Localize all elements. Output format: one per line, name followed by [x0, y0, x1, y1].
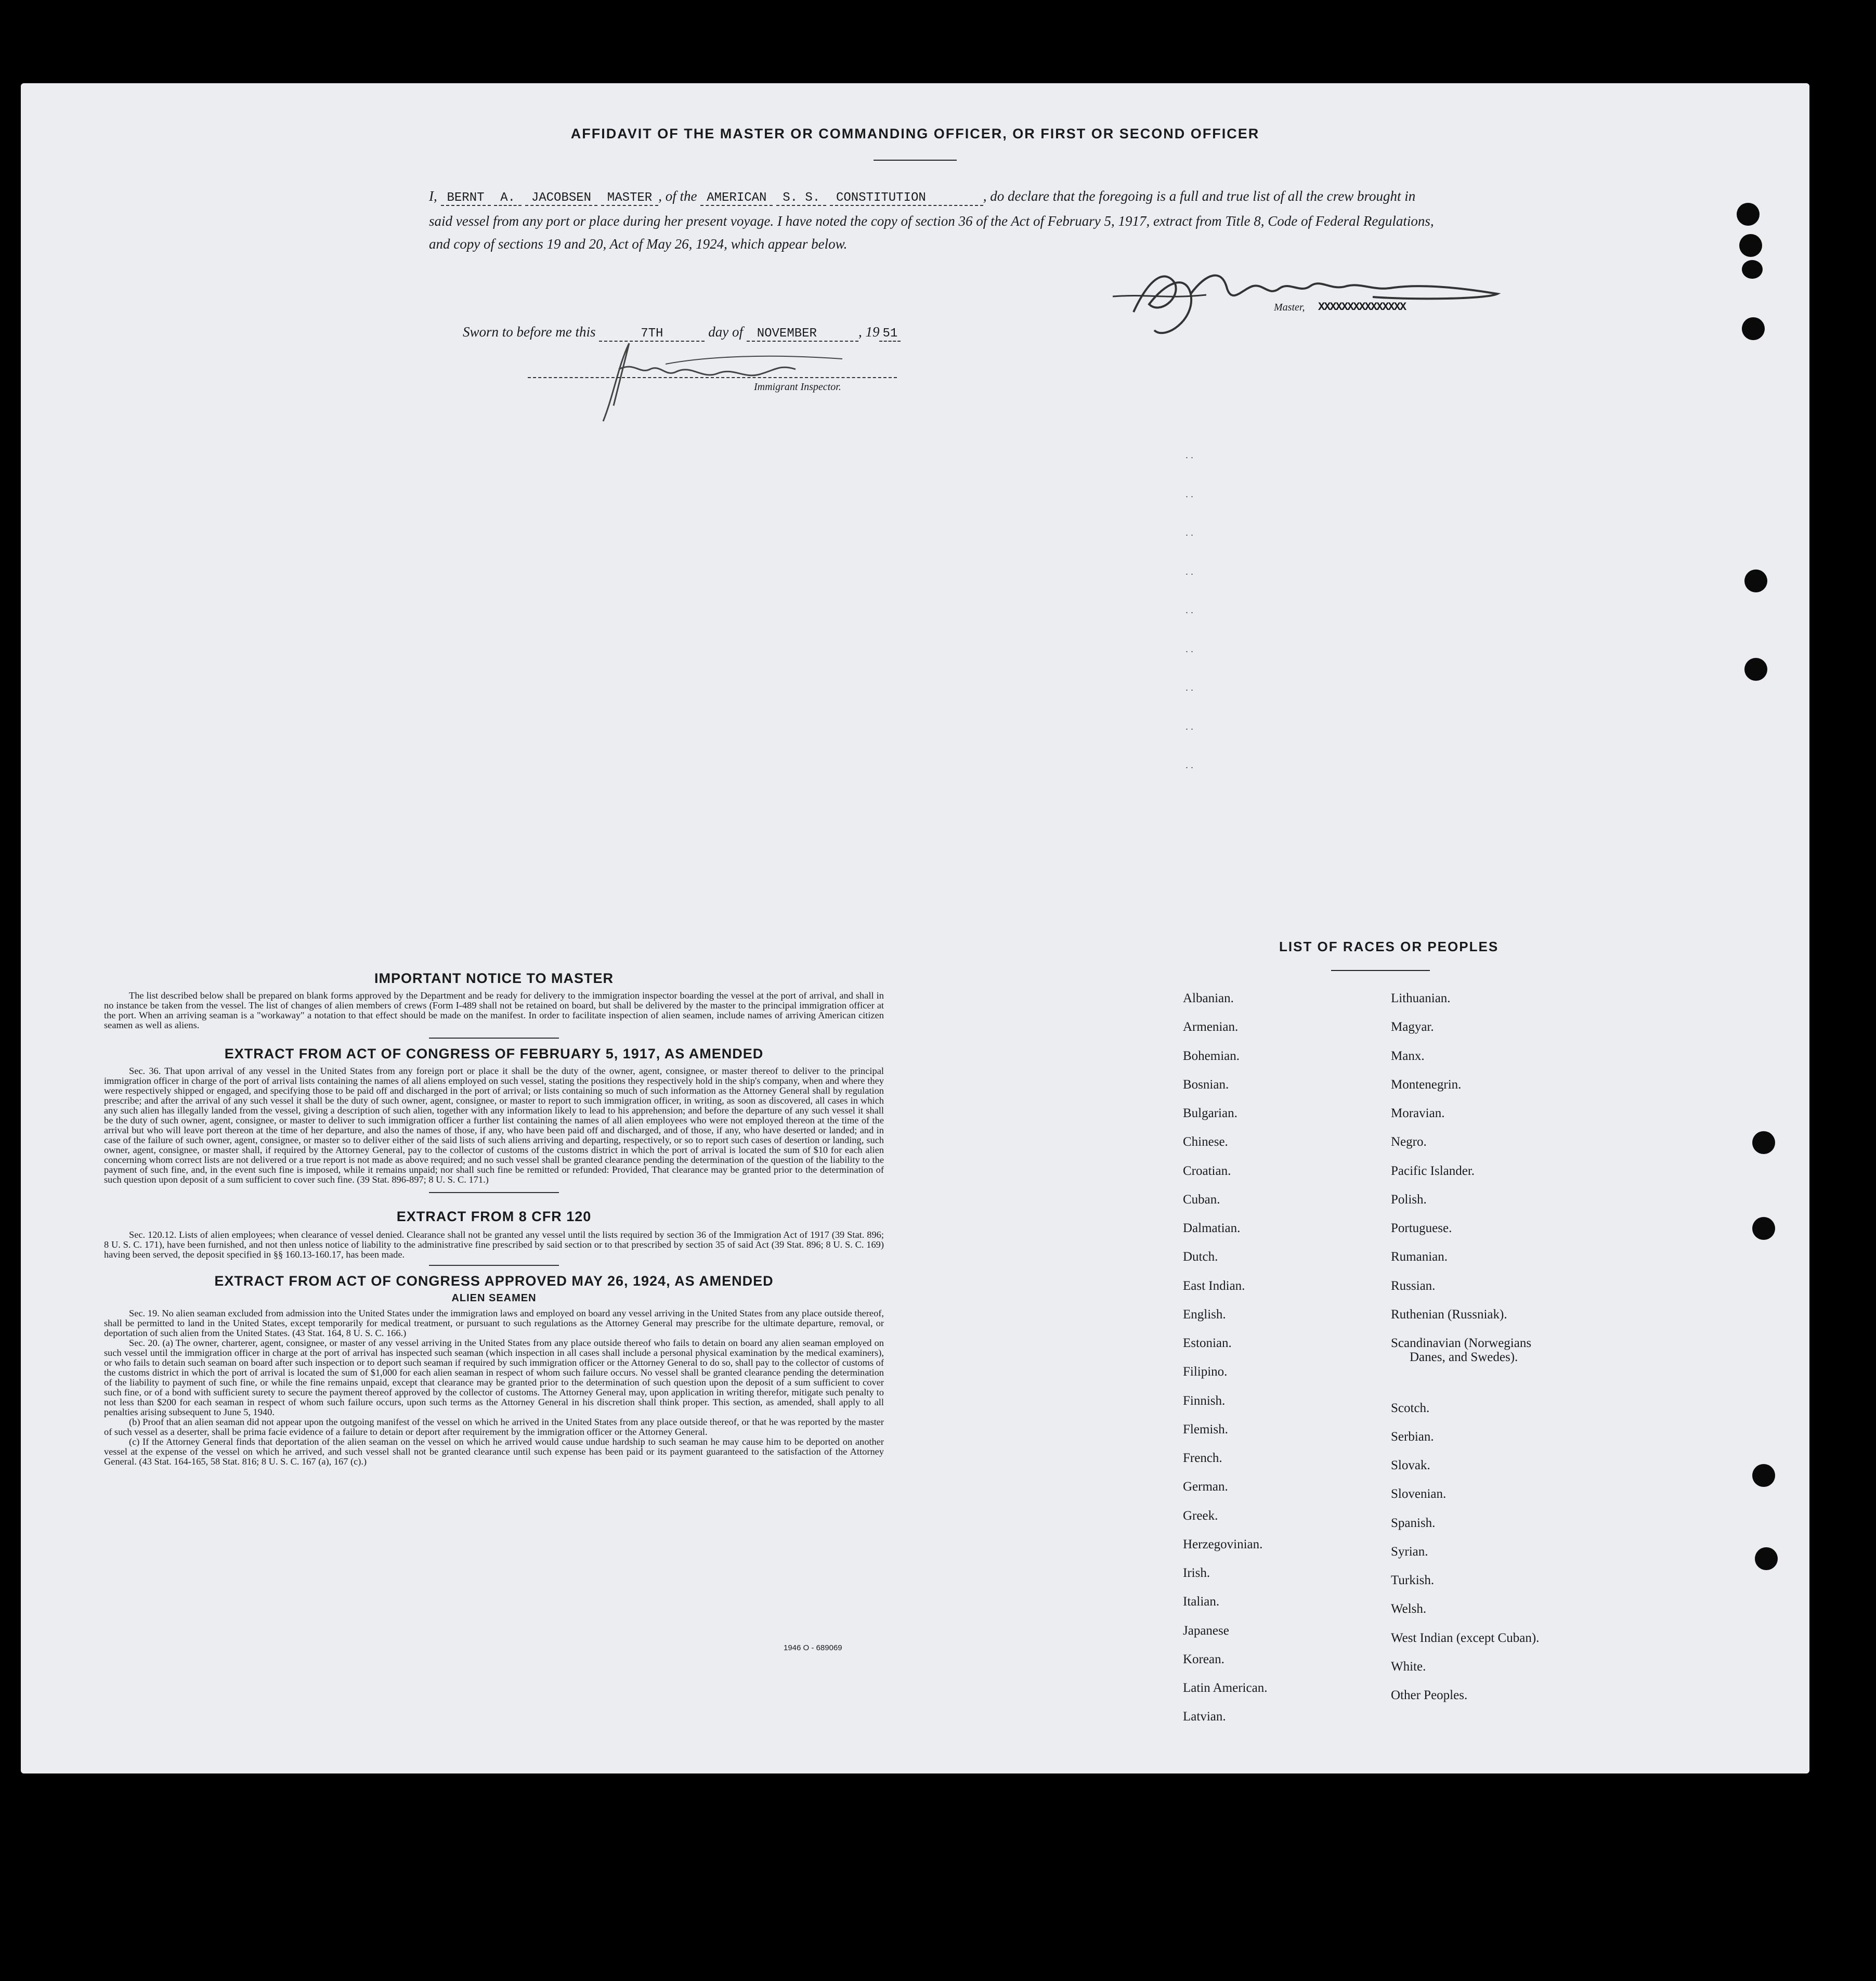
extract-1924-paragraph: Sec. 20. (a) The owner, charterer, agent, consignee, or master of any vessel arriving in the United States from any place outside thereof who fails to detain on board any alien seaman employed on such vessel until the immigration officer in charge at the port of arrival has inspected such seaman (which inspection in all cases shall include a personal physical examination by the medical examiners), or who fails to detain such seaman on board after such inspection or to deport such seaman if required by such immigration officer or the Attorney General to do so, shall pay to the collector of customs of the customs district in which the port of arrival is located the sum of $1,000 for each alien seaman in respect of whom such failure occurs. No vessel shall be granted clearance pending the determination of the liability to payment of such fine, or while the fine remains unpaid, except that clearance may be granted prior to the determination of such question upon the deposit of a sum sufficient to cover such fine, or of a bond with sufficient surety to secure the payment thereof approved by the collector of customs. The Attorney General may, upon application in writing therefor, mitigate such penalty to not less than $200 for each seaman in respect of whom such failure occurs, upon such terms as the Attorney General in his discretion shall think proper. This section, as amended, shall apply to all penalties arising subsequent to June 5, 1940. — [104, 1338, 884, 1417]
divider — [429, 1265, 559, 1266]
document-page — [21, 83, 1809, 1773]
dot-mark: . . — [1185, 605, 1194, 615]
race-item: Pacific Islander. — [1391, 1163, 1475, 1178]
dot-mark: . . — [1185, 760, 1194, 770]
race-item: Slovenian. — [1391, 1487, 1447, 1501]
declaration-statement: that the foregoing is a full and true list of all the crew brought in said vessel from any port or place during her present voyage. I have noted the copy of section 36 of the Act of February 5, 1917, extract from Title 8, Code of Federal Regulations, and copy of sections 19 and 20, Act of May 26, 1924, which appear below. — [429, 188, 1434, 252]
notice-heading: IMPORTANT NOTICE TO MASTER — [374, 970, 614, 986]
master-first-name: BERNT — [441, 191, 491, 206]
affidavit-title: AFFIDAVIT OF THE MASTER OR COMMANDING OFFICER, OR FIRST OR SECOND OFFICER — [570, 126, 1260, 141]
punch-hole — [1737, 203, 1760, 226]
race-item: Irish. — [1183, 1566, 1210, 1580]
race-item: Manx. — [1391, 1048, 1425, 1063]
race-item: Welsh. — [1391, 1602, 1427, 1616]
race-item: Scandinavian (Norwegians — [1391, 1336, 1532, 1350]
extract-cfr-text: Sec. 120.12. Lists of alien employees; when clearance of vessel denied. Clearance shall not be granted any vessel until the lists required by section 36 of the Immigration Act of 1917 (39 Stat. 896; 8 U. S. C. 171), have been furnished, and not then unless notice of liability to the administrative fine prescribed by said section or to that prescribed by section 35 of said Act (39 Stat. 896; 8 U. S. C. 169) having been served, the deposit specified in §§ 160.13-160.17, has been made. — [104, 1229, 884, 1260]
of-the-text: , of the — [658, 188, 697, 204]
legal-notices — [104, 970, 884, 1467]
race-item: Latin American. — [1183, 1681, 1268, 1695]
punch-hole — [1742, 317, 1765, 340]
race-item: Moravian. — [1391, 1106, 1445, 1120]
inspector-caption: Immigrant Inspector. — [754, 381, 841, 393]
race-item: Japanese — [1183, 1623, 1229, 1638]
punch-hole — [1752, 1217, 1775, 1240]
punch-hole — [1755, 1547, 1778, 1570]
race-item: Latvian. — [1183, 1710, 1226, 1724]
vessel-nationality: AMERICAN — [700, 191, 773, 206]
races-title-underline — [1331, 970, 1430, 971]
vessel-name: CONSTITUTION — [830, 191, 983, 206]
master-rank: MASTER — [601, 191, 658, 206]
race-item: Filipino. — [1183, 1365, 1228, 1379]
extract-1924-paragraph: (c) If the Attorney General finds that deportation of the alien seaman on the vessel on which he arrived would cause undue hardship to such seaman he may cause him to be deported on another vessel at the expense of the vessel on which he arrived, and such vessel shall not be granted clearance until such expense has been paid or its payment guaranteed to the satisfaction of the Attorney General. (43 Stat. 164-165, 58 Stat. 816; 8 U. S. C. 167 (a), 167 (c).) — [104, 1436, 884, 1467]
extract-1924-paragraph: (b) Proof that an alien seaman did not appear upon the outgoing manifest of the vessel on which he arrived in the United States from any place outside thereof, or that he was reported by the master of such vessel as a deserter, shall be prima facie evidence of a failure to detain or deport after requirement by the immigration officer or the Attorney General. — [104, 1417, 884, 1437]
punch-hole — [1752, 1464, 1775, 1487]
race-item: Bohemian. — [1183, 1048, 1240, 1063]
race-item: Scotch. — [1391, 1401, 1430, 1415]
inspector-signature-line — [528, 377, 897, 378]
extract-1924-paragraph: Sec. 19. No alien seaman excluded from admission into the United States under the immigration laws and employed on board any vessel arriving in the United States from any place outside thereof, shall be permitted to land in the United States, except temporarily for medical treatment, or pursuant to such regulations as the Attorney General may prescribe for the ultimate departure, removal, or deportation of such alien from the United States. (43 Stat. 164, 8 U. S. C. 166.) — [104, 1308, 884, 1338]
race-item: Armenian. — [1183, 1020, 1239, 1034]
declare-text: , do declare — [983, 188, 1049, 204]
race-item: Serbian. — [1391, 1429, 1434, 1444]
dot-mark: . . — [1185, 488, 1194, 499]
title-underline — [874, 160, 957, 161]
extract-1917-heading: EXTRACT FROM ACT OF CONGRESS OF FEBRUARY 5, 1917, AS AMENDED — [224, 1046, 764, 1061]
race-item: Portuguese. — [1391, 1221, 1452, 1235]
extract-1924-heading: EXTRACT FROM ACT OF CONGRESS APPROVED MAY 26, 1924, AS AMENDED — [214, 1273, 774, 1289]
year-prefix: , 19 — [858, 324, 880, 340]
master-last-name: JACOBSEN — [525, 191, 597, 206]
race-item: West Indian (except Cuban). — [1391, 1630, 1540, 1645]
race-item: Slovak. — [1391, 1458, 1430, 1472]
race-item: Flemish. — [1183, 1422, 1228, 1436]
race-item: French. — [1183, 1451, 1222, 1465]
dot-mark: . . — [1185, 450, 1194, 460]
sworn-prefix: Sworn to before me this — [463, 324, 596, 340]
race-item: Montenegrin. — [1391, 1077, 1462, 1092]
punch-hole — [1744, 658, 1767, 681]
race-item: Chinese. — [1183, 1135, 1228, 1149]
race-item: Dalmatian. — [1183, 1221, 1241, 1235]
race-item-multiline — [1391, 1336, 1539, 1394]
race-item: Italian. — [1183, 1595, 1220, 1609]
race-item: Rumanian. — [1391, 1250, 1448, 1264]
race-item: Finnish. — [1183, 1393, 1226, 1408]
race-item: German. — [1183, 1480, 1228, 1494]
master-signature — [1102, 263, 1518, 346]
race-item: Syrian. — [1391, 1544, 1428, 1559]
race-item: Negro. — [1391, 1135, 1427, 1149]
extract-1917-text: Sec. 36. That upon arrival of any vessel in the United States from any foreign port or place it shall be the duty of the owner, agent, consignee, or master thereof to deliver to the principal immigration officer in charge of the port of arrival lists containing the names of all aliens employed on such vessel, stating the positions they respectively hold in the ship's company, when and where they were respectively shipped or engaged, and specifying those to be paid off and discharged in the port of arrival; or lists containing so much of such information as the Attorney General shall by regulation prescribe; and after the arrival of any such vessel it shall be the duty of such owner, agent, consignee, or master to report to such immigration officer, in writing, as soon as discovered, all cases in which any such alien has illegally landed from the vessel, giving a description of such alien, together with any information likely to lead to his apprehension; and before the departure of any such vessel it shall be the duty of such owner, agent, consignee, or master to deliver to such immigration officer a further list containing the names of all alien employees who were not employed thereon at the time of the arrival but who will leave port thereon at the time of her departure, and also the names of those, if any, who have been paid off and discharged, and of those, if any, who have deserted or landed; and in case of the failure of such owner, agent, consignee, or master so to deliver either of the said lists of such aliens arriving and departing, respectively, or so to report such cases of desertion or landing, such owner, agent, consignee, or master shall, if required by the Attorney General, pay to the collector of customs of the customs district in which the port of arrival is located the sum of $10 for each alien concerning whom correct lists are not delivered or a true report is not made as above required; and no such vessel shall be granted clearance pending the determination of the question of the liability to the payment of such fine, and, in the event such fine is imposed, while it remains unpaid; nor shall such fine be remitted or refunded: Provided, That clearance may be granted prior to the determination of such question upon deposit of a sum sufficient to cover such fine. (39 Stat. 896-897; 8 U. S. C. 171.) — [104, 1066, 884, 1185]
race-item: Estonian. — [1183, 1336, 1232, 1350]
race-item: Greek. — [1183, 1508, 1218, 1523]
race-item: Lithuanian. — [1391, 991, 1451, 1005]
divider — [429, 1038, 559, 1039]
declaration-text — [429, 185, 1438, 255]
punch-hole — [1739, 234, 1762, 257]
divider — [429, 1192, 559, 1193]
dot-mark: . . — [1185, 527, 1194, 538]
race-item: Spanish. — [1391, 1516, 1436, 1530]
race-item: Dutch. — [1183, 1250, 1218, 1264]
race-item: English. — [1183, 1307, 1226, 1322]
race-item: Herzegovinian. — [1183, 1537, 1263, 1551]
sworn-day: 7TH — [599, 327, 705, 342]
race-item: Ruthenian (Russniak). — [1391, 1307, 1507, 1322]
punch-hole — [1742, 260, 1763, 279]
master-caption: Master, — [1274, 302, 1305, 313]
race-item: Polish. — [1391, 1192, 1427, 1207]
race-item: Other Peoples. — [1391, 1688, 1468, 1702]
race-item: Korean. — [1183, 1652, 1224, 1666]
sworn-month: NOVEMBER — [747, 327, 858, 342]
race-item: Magyar. — [1391, 1020, 1434, 1034]
alien-seamen-subheading: ALIEN SEAMEN — [451, 1292, 537, 1304]
punch-hole — [1744, 569, 1767, 592]
day-of-text: day of — [708, 324, 743, 340]
print-code: 1946 O - 689069 — [784, 1643, 842, 1652]
notice-text: The list described below shall be prepared on blank forms approved by the Department and be ready for delivery to the immigration inspector boarding the vessel at the port of arrival, and shall in no instance be taken from the vessel. The list of changes of alien members of crews (Form I-489 shall not be retained on board, but shall be delivered by the master to the principal immigration officer at the port. When an arriving seaman is a "workaway" a notation to that effect should be made on the manifest. In order to facilitate inspection of alien seamen, include names of arriving American citizen seamen as well as aliens. — [104, 990, 884, 1030]
master-middle-initial: A. — [494, 191, 522, 206]
races-title: LIST OF RACES OR PEOPLES — [1279, 939, 1499, 954]
struck-officer-title: XXXXXXXXXXXXXXX — [1318, 301, 1406, 314]
dot-marks — [1185, 436, 1206, 785]
vessel-prefix: S. S. — [776, 191, 826, 206]
race-item: East Indian. — [1183, 1278, 1245, 1293]
dot-mark: . . — [1185, 682, 1194, 693]
dot-mark: . . — [1185, 643, 1194, 654]
i-prefix: I, — [429, 188, 437, 204]
race-item: Croatian. — [1183, 1163, 1231, 1178]
races-left-column — [1183, 984, 1267, 1731]
race-item: Russian. — [1391, 1278, 1436, 1293]
races-right-column — [1391, 984, 1539, 1710]
race-item: Cuban. — [1183, 1192, 1220, 1207]
race-item: Albanian. — [1183, 991, 1234, 1005]
race-item: Danes, and Swedes). — [1410, 1350, 1518, 1364]
sworn-year: 51 — [879, 327, 901, 342]
race-item: Bulgarian. — [1183, 1106, 1237, 1120]
race-item: White. — [1391, 1659, 1426, 1674]
race-item: Turkish. — [1391, 1573, 1435, 1587]
race-item: Bosnian. — [1183, 1077, 1229, 1092]
dot-mark: . . — [1185, 721, 1194, 732]
extract-cfr-heading: EXTRACT FROM 8 CFR 120 — [396, 1209, 592, 1224]
dot-mark: . . — [1185, 566, 1194, 577]
punch-hole — [1752, 1131, 1775, 1154]
